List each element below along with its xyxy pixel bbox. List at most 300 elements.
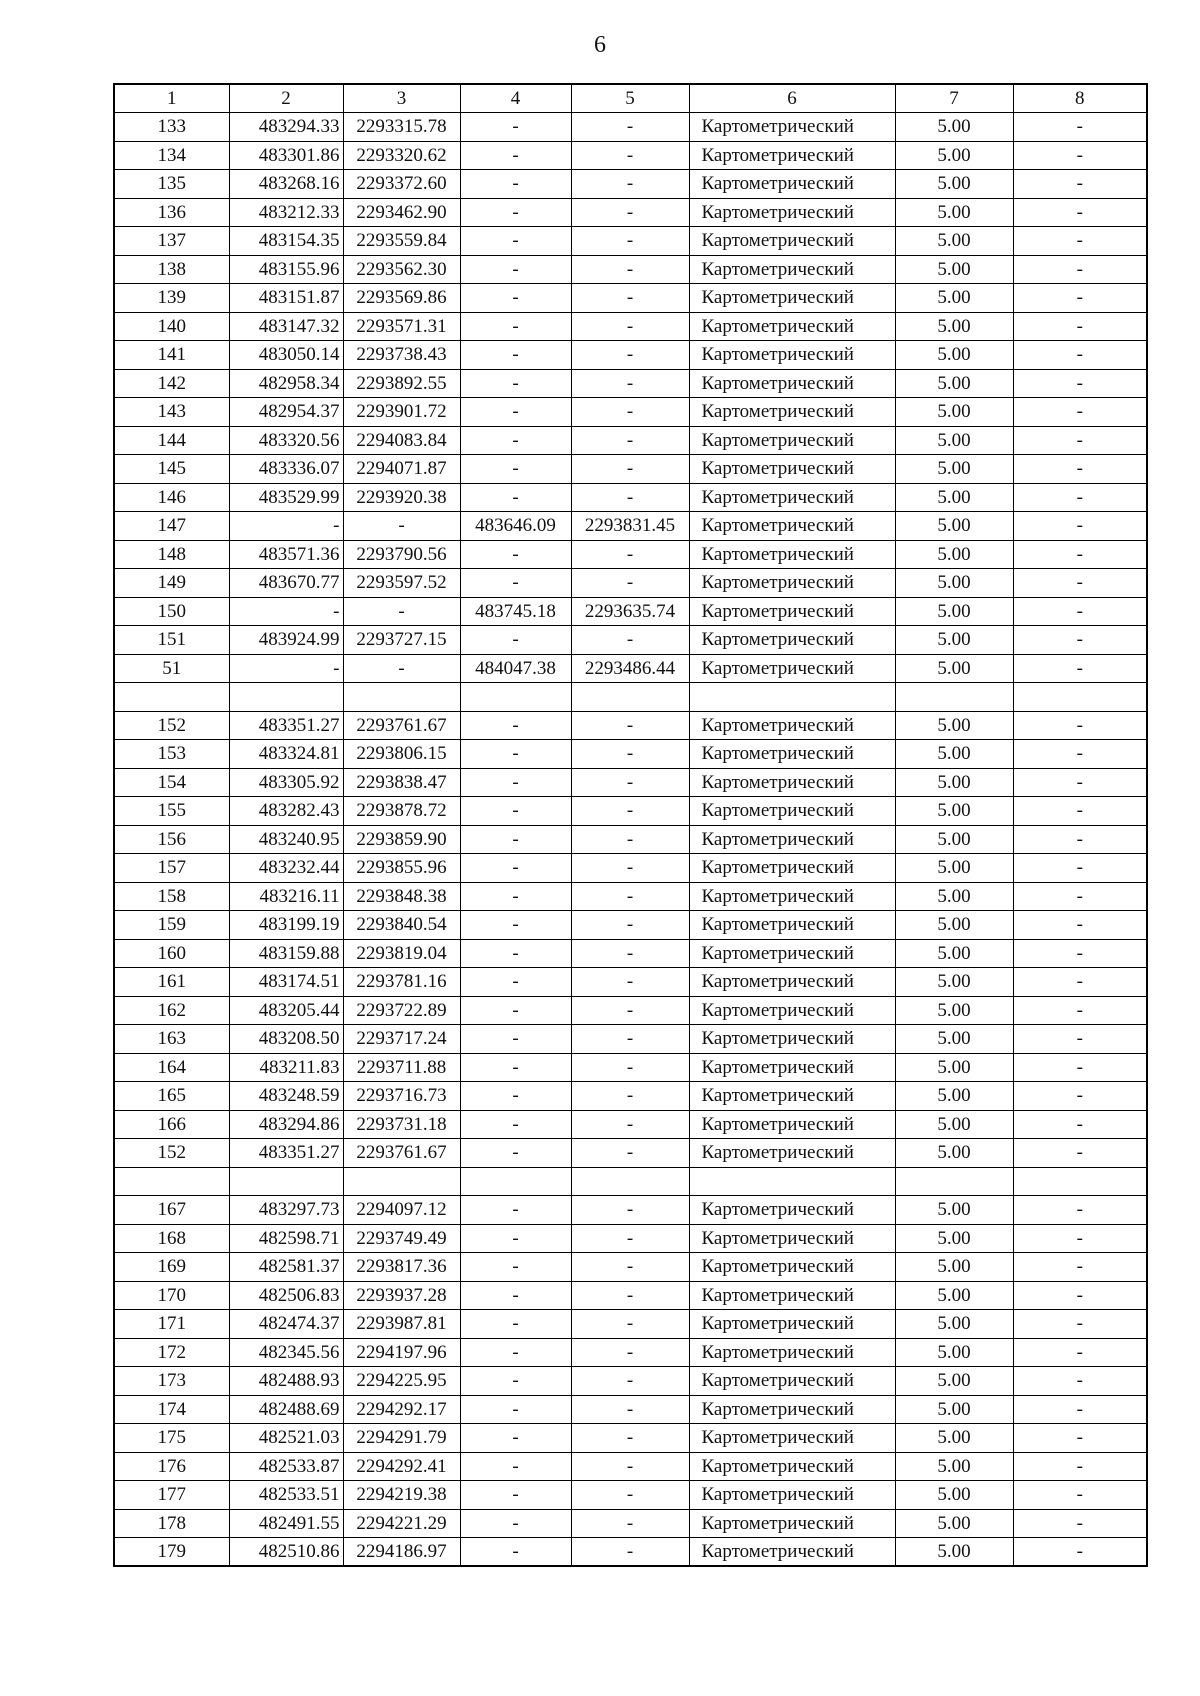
cell-accuracy: 5.00 <box>895 1338 1013 1367</box>
cell-method: Картометрический <box>689 740 895 769</box>
cell-x-coordinate: 482506.83 <box>229 1281 343 1310</box>
cell-point-number: 159 <box>114 911 229 940</box>
cell-description: - <box>1013 626 1147 655</box>
cell-x-coordinate: 483351.27 <box>229 711 343 740</box>
cell-x-coordinate-alt: - <box>460 1481 571 1510</box>
table-row <box>114 369 1147 398</box>
cell-point-number: 145 <box>114 455 229 484</box>
cell-y-coordinate-alt: - <box>571 341 689 370</box>
cell-accuracy: 5.00 <box>895 1424 1013 1453</box>
cell-y-coordinate: 2293806.15 <box>343 740 460 769</box>
table-row <box>114 284 1147 313</box>
cell-point-number: 162 <box>114 996 229 1025</box>
cell-x-coordinate-alt: - <box>460 113 571 142</box>
table-row <box>114 939 1147 968</box>
cell-x-coordinate: 483232.44 <box>229 854 343 883</box>
cell-point-number: 137 <box>114 227 229 256</box>
cell-method <box>689 683 895 712</box>
table-row <box>114 398 1147 427</box>
cell-y-coordinate: 2293716.73 <box>343 1082 460 1111</box>
cell-accuracy: 5.00 <box>895 1110 1013 1139</box>
cell-description: - <box>1013 1224 1147 1253</box>
cell-y-coordinate-alt: - <box>571 1509 689 1538</box>
cell-y-coordinate-alt <box>571 683 689 712</box>
cell-point-number: 166 <box>114 1110 229 1139</box>
cell-y-coordinate: 2293878.72 <box>343 797 460 826</box>
cell-x-coordinate-alt: - <box>460 1538 571 1567</box>
cell-method: Картометрический <box>689 1310 895 1339</box>
cell-description: - <box>1013 255 1147 284</box>
cell-y-coordinate-alt: 2293831.45 <box>571 512 689 541</box>
cell-point-number: 170 <box>114 1281 229 1310</box>
cell-y-coordinate: 2293738.43 <box>343 341 460 370</box>
cell-x-coordinate-alt: - <box>460 968 571 997</box>
cell-description: - <box>1013 426 1147 455</box>
cell-accuracy: 5.00 <box>895 626 1013 655</box>
table-row <box>114 654 1147 683</box>
cell-x-coordinate: 483324.81 <box>229 740 343 769</box>
cell-y-coordinate: 2293848.38 <box>343 882 460 911</box>
table-row <box>114 1424 1147 1453</box>
table-row <box>114 341 1147 370</box>
cell-x-coordinate-alt: - <box>460 854 571 883</box>
cell-y-coordinate-alt: - <box>571 455 689 484</box>
header-cell-8: 8 <box>1013 84 1147 113</box>
cell-method: Картометрический <box>689 312 895 341</box>
cell-x-coordinate-alt: 484047.38 <box>460 654 571 683</box>
cell-point-number: 139 <box>114 284 229 313</box>
cell-method: Картометрический <box>689 654 895 683</box>
cell-point-number: 146 <box>114 483 229 512</box>
cell-y-coordinate: 2294097.12 <box>343 1196 460 1225</box>
cell-x-coordinate: - <box>229 597 343 626</box>
cell-x-coordinate-alt: - <box>460 1224 571 1253</box>
cell-x-coordinate-alt <box>460 683 571 712</box>
cell-x-coordinate: 483924.99 <box>229 626 343 655</box>
cell-x-coordinate: 483294.33 <box>229 113 343 142</box>
cell-accuracy: 5.00 <box>895 797 1013 826</box>
cell-description: - <box>1013 854 1147 883</box>
cell-y-coordinate: 2293761.67 <box>343 711 460 740</box>
cell-y-coordinate: 2293840.54 <box>343 911 460 940</box>
cell-y-coordinate-alt: - <box>571 284 689 313</box>
cell-point-number: 154 <box>114 768 229 797</box>
table-row <box>114 768 1147 797</box>
cell-y-coordinate: 2293987.81 <box>343 1310 460 1339</box>
cell-point-number: 142 <box>114 369 229 398</box>
cell-description: - <box>1013 483 1147 512</box>
cell-point-number: 157 <box>114 854 229 883</box>
table-row <box>114 255 1147 284</box>
cell-description: - <box>1013 341 1147 370</box>
cell-x-coordinate-alt <box>460 1167 571 1196</box>
cell-method: Картометрический <box>689 1253 895 1282</box>
table-row <box>114 1338 1147 1367</box>
cell-y-coordinate-alt: - <box>571 1481 689 1510</box>
cell-y-coordinate-alt: - <box>571 1053 689 1082</box>
cell-y-coordinate: 2293892.55 <box>343 369 460 398</box>
cell-description: - <box>1013 939 1147 968</box>
cell-y-coordinate: 2294292.41 <box>343 1452 460 1481</box>
cell-point-number: 161 <box>114 968 229 997</box>
cell-y-coordinate-alt: 2293486.44 <box>571 654 689 683</box>
cell-x-coordinate-alt: - <box>460 996 571 1025</box>
cell-point-number: 138 <box>114 255 229 284</box>
cell-y-coordinate: - <box>343 512 460 541</box>
cell-x-coordinate-alt: - <box>460 1025 571 1054</box>
cell-y-coordinate-alt: - <box>571 1139 689 1168</box>
cell-accuracy: 5.00 <box>895 141 1013 170</box>
cell-x-coordinate-alt: - <box>460 1310 571 1339</box>
cell-accuracy: 5.00 <box>895 341 1013 370</box>
cell-x-coordinate: 482510.86 <box>229 1538 343 1567</box>
cell-x-coordinate: 482491.55 <box>229 1509 343 1538</box>
cell-x-coordinate: 483216.11 <box>229 882 343 911</box>
cell-description: - <box>1013 1452 1147 1481</box>
coordinates-table <box>113 83 1148 1567</box>
table-row <box>114 569 1147 598</box>
cell-x-coordinate-alt: - <box>460 540 571 569</box>
cell-point-number: 173 <box>114 1367 229 1396</box>
header-cell-3: 3 <box>343 84 460 113</box>
cell-method: Картометрический <box>689 483 895 512</box>
cell-y-coordinate: 2293761.67 <box>343 1139 460 1168</box>
cell-description: - <box>1013 569 1147 598</box>
table-row <box>114 426 1147 455</box>
table-row <box>114 1082 1147 1111</box>
cell-method: Картометрический <box>689 170 895 199</box>
cell-y-coordinate-alt: - <box>571 569 689 598</box>
cell-point-number: 158 <box>114 882 229 911</box>
cell-x-coordinate: 483529.99 <box>229 483 343 512</box>
cell-y-coordinate: 2294197.96 <box>343 1338 460 1367</box>
cell-x-coordinate-alt: 483646.09 <box>460 512 571 541</box>
cell-method: Картометрический <box>689 369 895 398</box>
cell-description: - <box>1013 284 1147 313</box>
cell-point-number: 151 <box>114 626 229 655</box>
table-row <box>114 996 1147 1025</box>
table-row <box>114 1310 1147 1339</box>
table-row <box>114 1509 1147 1538</box>
cell-method: Картометрический <box>689 1509 895 1538</box>
cell-x-coordinate-alt: - <box>460 1053 571 1082</box>
table-row <box>114 854 1147 883</box>
cell-accuracy: 5.00 <box>895 569 1013 598</box>
cell-accuracy: 5.00 <box>895 1310 1013 1339</box>
table-row <box>114 911 1147 940</box>
cell-x-coordinate: 483208.50 <box>229 1025 343 1054</box>
cell-y-coordinate-alt: - <box>571 939 689 968</box>
cell-x-coordinate-alt: - <box>460 1424 571 1453</box>
table-row <box>114 1253 1147 1282</box>
cell-y-coordinate: 2293315.78 <box>343 113 460 142</box>
cell-y-coordinate-alt: - <box>571 797 689 826</box>
cell-y-coordinate: 2293562.30 <box>343 255 460 284</box>
cell-y-coordinate-alt: - <box>571 1196 689 1225</box>
cell-x-coordinate-alt: - <box>460 455 571 484</box>
cell-point-number: 165 <box>114 1082 229 1111</box>
cell-y-coordinate-alt: - <box>571 1025 689 1054</box>
cell-y-coordinate-alt: - <box>571 854 689 883</box>
cell-method: Картометрический <box>689 882 895 911</box>
cell-point-number: 150 <box>114 597 229 626</box>
header-cell-1: 1 <box>114 84 229 113</box>
cell-y-coordinate-alt: - <box>571 996 689 1025</box>
cell-y-coordinate: 2294225.95 <box>343 1367 460 1396</box>
header-cell-2: 2 <box>229 84 343 113</box>
cell-y-coordinate-alt: - <box>571 198 689 227</box>
cell-method: Картометрический <box>689 1110 895 1139</box>
cell-x-coordinate: 483282.43 <box>229 797 343 826</box>
cell-description: - <box>1013 1367 1147 1396</box>
cell-method: Картометрический <box>689 198 895 227</box>
cell-x-coordinate-alt: - <box>460 1395 571 1424</box>
cell-method: Картометрический <box>689 141 895 170</box>
cell-x-coordinate: 483155.96 <box>229 255 343 284</box>
cell-description: - <box>1013 1253 1147 1282</box>
table-row <box>114 1452 1147 1481</box>
cell-x-coordinate-alt: - <box>460 1253 571 1282</box>
cell-point-number <box>114 1167 229 1196</box>
cell-y-coordinate: 2293859.90 <box>343 825 460 854</box>
cell-y-coordinate-alt: - <box>571 1310 689 1339</box>
cell-accuracy: 5.00 <box>895 768 1013 797</box>
cell-accuracy: 5.00 <box>895 1509 1013 1538</box>
table-row <box>114 540 1147 569</box>
header-cell-6: 6 <box>689 84 895 113</box>
table-row <box>114 825 1147 854</box>
cell-point-number: 169 <box>114 1253 229 1282</box>
table-row <box>114 711 1147 740</box>
cell-x-coordinate: 483268.16 <box>229 170 343 199</box>
cell-point-number: 134 <box>114 141 229 170</box>
cell-y-coordinate: 2294186.97 <box>343 1538 460 1567</box>
cell-x-coordinate-alt: - <box>460 1367 571 1396</box>
header-cell-5: 5 <box>571 84 689 113</box>
cell-y-coordinate-alt <box>571 1167 689 1196</box>
table-row <box>114 141 1147 170</box>
cell-point-number: 51 <box>114 654 229 683</box>
cell-y-coordinate: 2293937.28 <box>343 1281 460 1310</box>
cell-y-coordinate-alt: - <box>571 711 689 740</box>
cell-x-coordinate-alt: - <box>460 255 571 284</box>
cell-accuracy: 5.00 <box>895 540 1013 569</box>
cell-y-coordinate: - <box>343 654 460 683</box>
cell-x-coordinate: 483199.19 <box>229 911 343 940</box>
cell-x-coordinate: 482598.71 <box>229 1224 343 1253</box>
cell-accuracy: 5.00 <box>895 198 1013 227</box>
cell-y-coordinate <box>343 1167 460 1196</box>
table-body <box>114 113 1147 1567</box>
cell-accuracy: 5.00 <box>895 711 1013 740</box>
cell-description: - <box>1013 540 1147 569</box>
cell-accuracy: 5.00 <box>895 1139 1013 1168</box>
cell-point-number: 176 <box>114 1452 229 1481</box>
cell-accuracy: 5.00 <box>895 369 1013 398</box>
cell-x-coordinate: 482533.87 <box>229 1452 343 1481</box>
cell-accuracy: 5.00 <box>895 398 1013 427</box>
cell-description: - <box>1013 1110 1147 1139</box>
cell-point-number: 144 <box>114 426 229 455</box>
cell-x-coordinate-alt: - <box>460 1281 571 1310</box>
cell-accuracy: 5.00 <box>895 597 1013 626</box>
cell-y-coordinate-alt: - <box>571 1110 689 1139</box>
cell-y-coordinate: 2293819.04 <box>343 939 460 968</box>
cell-y-coordinate: 2293727.15 <box>343 626 460 655</box>
table-row <box>114 227 1147 256</box>
cell-x-coordinate: 483205.44 <box>229 996 343 1025</box>
cell-accuracy: 5.00 <box>895 512 1013 541</box>
cell-x-coordinate-alt: - <box>460 797 571 826</box>
cell-y-coordinate-alt: - <box>571 825 689 854</box>
cell-y-coordinate: 2294219.38 <box>343 1481 460 1510</box>
cell-method: Картометрический <box>689 1053 895 1082</box>
cell-x-coordinate: 483050.14 <box>229 341 343 370</box>
cell-x-coordinate: 483154.35 <box>229 227 343 256</box>
cell-point-number: 167 <box>114 1196 229 1225</box>
cell-description: - <box>1013 597 1147 626</box>
cell-y-coordinate: 2293717.24 <box>343 1025 460 1054</box>
cell-point-number: 149 <box>114 569 229 598</box>
cell-accuracy: 5.00 <box>895 284 1013 313</box>
header-row <box>114 84 1147 113</box>
page-number: 6 <box>594 32 606 58</box>
table-row <box>114 1139 1147 1168</box>
cell-method: Картометрический <box>689 1338 895 1367</box>
cell-point-number: 147 <box>114 512 229 541</box>
cell-method: Картометрический <box>689 1538 895 1567</box>
table-row <box>114 483 1147 512</box>
cell-y-coordinate-alt: - <box>571 227 689 256</box>
cell-description: - <box>1013 141 1147 170</box>
cell-description: - <box>1013 996 1147 1025</box>
cell-accuracy: 5.00 <box>895 227 1013 256</box>
cell-x-coordinate-alt: - <box>460 1110 571 1139</box>
cell-y-coordinate-alt: - <box>571 426 689 455</box>
cell-method: Картометрический <box>689 398 895 427</box>
cell-accuracy: 5.00 <box>895 740 1013 769</box>
cell-description: - <box>1013 968 1147 997</box>
cell-y-coordinate: 2293372.60 <box>343 170 460 199</box>
cell-y-coordinate: 2294292.17 <box>343 1395 460 1424</box>
cell-y-coordinate-alt: - <box>571 1281 689 1310</box>
cell-y-coordinate: 2294083.84 <box>343 426 460 455</box>
cell-accuracy: 5.00 <box>895 170 1013 199</box>
cell-x-coordinate-alt: - <box>460 284 571 313</box>
cell-x-coordinate: 483571.36 <box>229 540 343 569</box>
cell-accuracy: 5.00 <box>895 1224 1013 1253</box>
cell-method: Картометрический <box>689 711 895 740</box>
cell-y-coordinate-alt: - <box>571 540 689 569</box>
cell-x-coordinate: 482474.37 <box>229 1310 343 1339</box>
cell-x-coordinate: 482488.69 <box>229 1395 343 1424</box>
cell-x-coordinate: 483320.56 <box>229 426 343 455</box>
cell-method: Картометрический <box>689 939 895 968</box>
cell-accuracy: 5.00 <box>895 1281 1013 1310</box>
cell-accuracy: 5.00 <box>895 113 1013 142</box>
cell-x-coordinate: 483147.32 <box>229 312 343 341</box>
table-row <box>114 1025 1147 1054</box>
cell-x-coordinate: 482521.03 <box>229 1424 343 1453</box>
cell-y-coordinate-alt: - <box>571 369 689 398</box>
cell-x-coordinate-alt: - <box>460 1082 571 1111</box>
table-row <box>114 1395 1147 1424</box>
cell-x-coordinate: 483294.86 <box>229 1110 343 1139</box>
cell-accuracy: 5.00 <box>895 825 1013 854</box>
cell-y-coordinate: 2293722.89 <box>343 996 460 1025</box>
cell-accuracy: 5.00 <box>895 426 1013 455</box>
cell-y-coordinate-alt: - <box>571 1424 689 1453</box>
cell-description: - <box>1013 227 1147 256</box>
cell-x-coordinate: 483670.77 <box>229 569 343 598</box>
cell-y-coordinate: 2294291.79 <box>343 1424 460 1453</box>
table-row <box>114 1538 1147 1567</box>
cell-point-number: 136 <box>114 198 229 227</box>
cell-point-number: 172 <box>114 1338 229 1367</box>
cell-x-coordinate-alt: - <box>460 825 571 854</box>
cell-y-coordinate: 2294221.29 <box>343 1509 460 1538</box>
table-row <box>114 170 1147 199</box>
table-row <box>114 1481 1147 1510</box>
cell-description: - <box>1013 797 1147 826</box>
cell-accuracy: 5.00 <box>895 911 1013 940</box>
cell-x-coordinate: 483297.73 <box>229 1196 343 1225</box>
cell-point-number: 168 <box>114 1224 229 1253</box>
cell-y-coordinate: 2293901.72 <box>343 398 460 427</box>
cell-accuracy <box>895 1167 1013 1196</box>
cell-x-coordinate: - <box>229 512 343 541</box>
cell-x-coordinate-alt: - <box>460 711 571 740</box>
table-header <box>114 84 1147 113</box>
cell-accuracy: 5.00 <box>895 1395 1013 1424</box>
cell-x-coordinate-alt: - <box>460 1509 571 1538</box>
cell-point-number: 152 <box>114 711 229 740</box>
cell-y-coordinate-alt: - <box>571 398 689 427</box>
cell-description: - <box>1013 512 1147 541</box>
cell-accuracy: 5.00 <box>895 996 1013 1025</box>
cell-x-coordinate-alt: - <box>460 426 571 455</box>
cell-x-coordinate <box>229 1167 343 1196</box>
cell-y-coordinate: 2293597.52 <box>343 569 460 598</box>
cell-description: - <box>1013 711 1147 740</box>
cell-point-number: 140 <box>114 312 229 341</box>
header-cell-4: 4 <box>460 84 571 113</box>
table-row <box>114 968 1147 997</box>
cell-y-coordinate-alt: 2293635.74 <box>571 597 689 626</box>
cell-point-number: 164 <box>114 1053 229 1082</box>
cell-x-coordinate-alt: - <box>460 1338 571 1367</box>
cell-method: Картометрический <box>689 341 895 370</box>
cell-accuracy: 5.00 <box>895 854 1013 883</box>
cell-point-number: 152 <box>114 1139 229 1168</box>
cell-accuracy: 5.00 <box>895 1196 1013 1225</box>
cell-method: Картометрический <box>689 854 895 883</box>
cell-method: Картометрический <box>689 797 895 826</box>
cell-method: Картометрический <box>689 227 895 256</box>
cell-accuracy: 5.00 <box>895 939 1013 968</box>
cell-y-coordinate-alt: - <box>571 170 689 199</box>
cell-y-coordinate: 2293569.86 <box>343 284 460 313</box>
cell-description: - <box>1013 1509 1147 1538</box>
cell-y-coordinate-alt: - <box>571 312 689 341</box>
cell-y-coordinate: 2294071.87 <box>343 455 460 484</box>
table-row <box>114 113 1147 142</box>
cell-method: Картометрический <box>689 911 895 940</box>
cell-point-number: 135 <box>114 170 229 199</box>
cell-y-coordinate: 2293781.16 <box>343 968 460 997</box>
cell-accuracy <box>895 683 1013 712</box>
cell-y-coordinate-alt: - <box>571 768 689 797</box>
